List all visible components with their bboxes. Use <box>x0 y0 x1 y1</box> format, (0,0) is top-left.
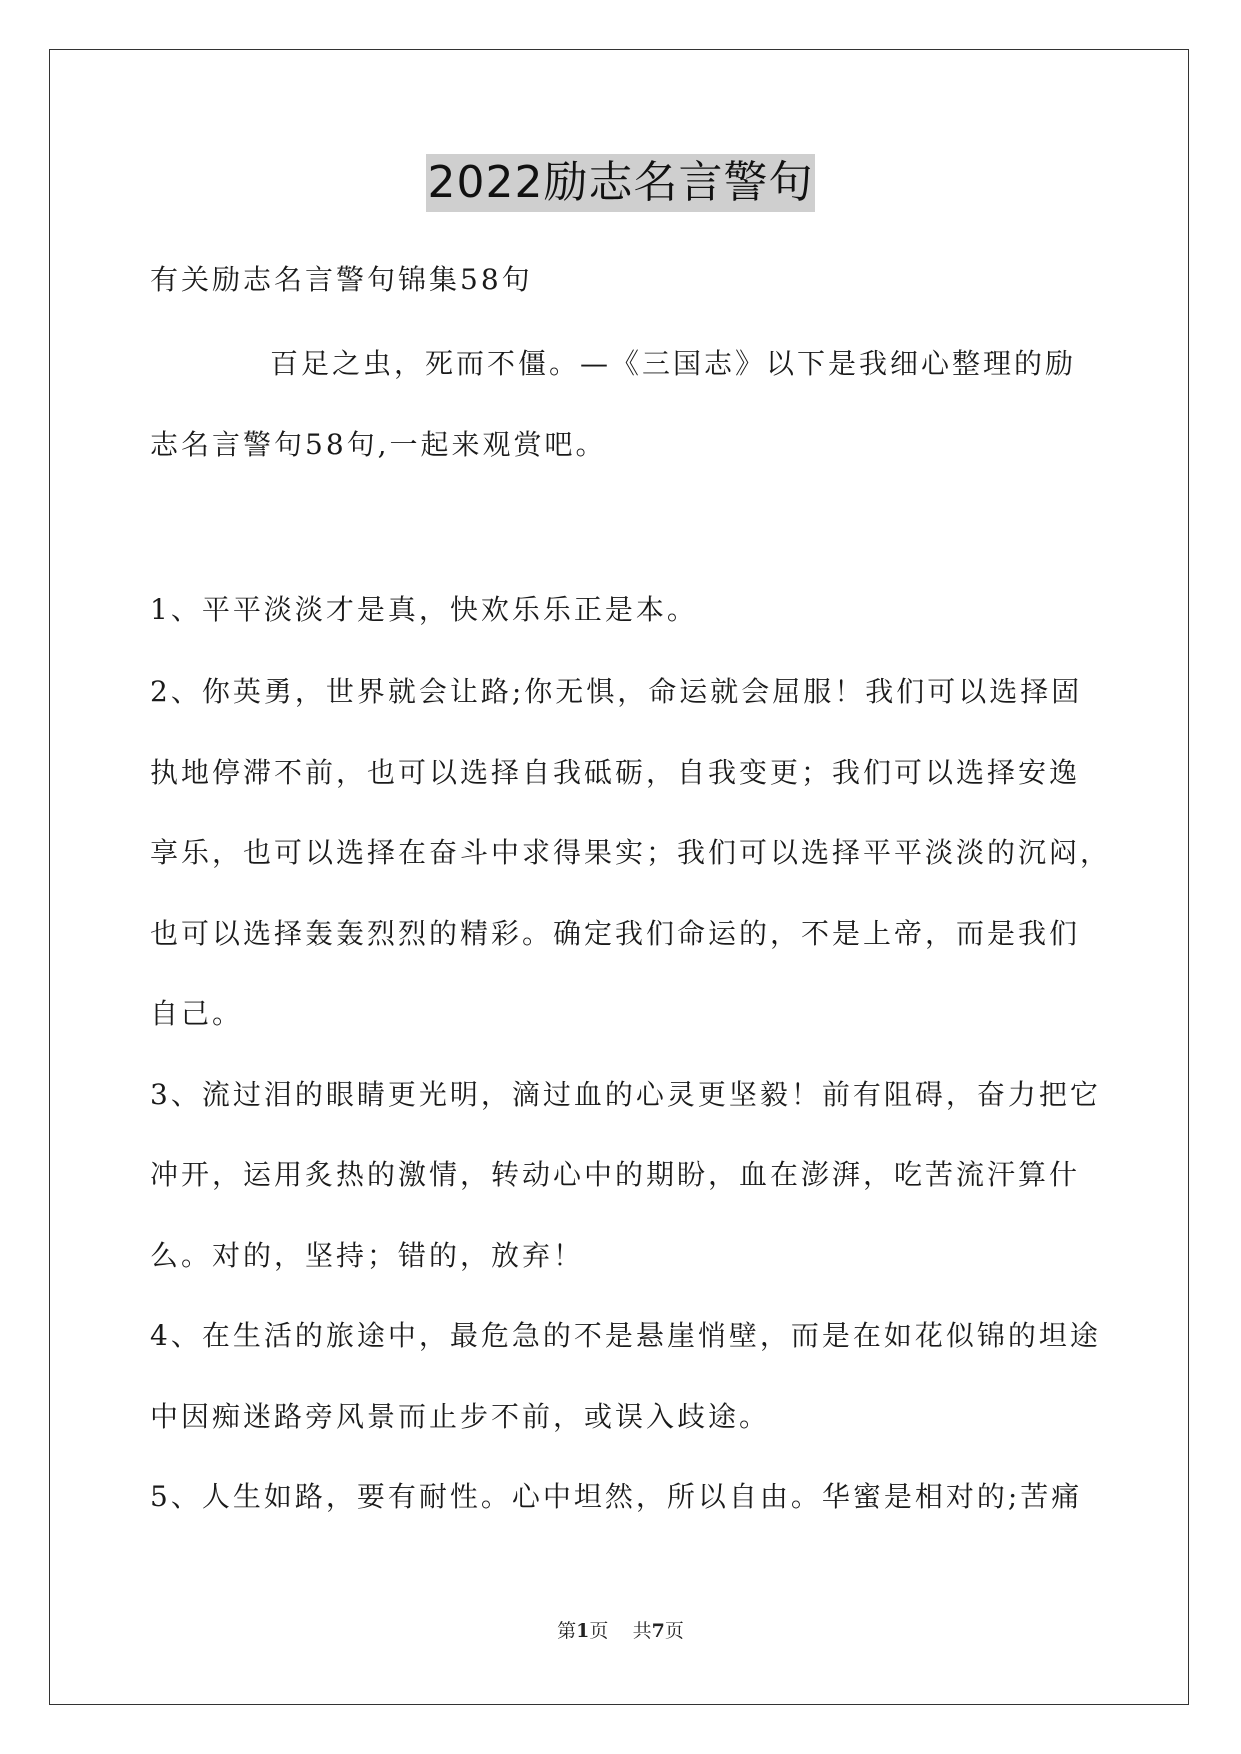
item-line: 4、在生活的旅途中，最危急的不是悬崖悄壁，而是在如花似锦的坦途 <box>150 1319 1101 1352</box>
item-line: 也可以选择轰轰烈烈的精彩。确定我们命运的，不是上帝，而是我们 <box>150 917 1081 950</box>
intro-line: 志名言警句58句,一起来观赏吧。 <box>150 428 607 461</box>
intro-line: 百足之虫，死而不僵。—《三国志》以下是我细心整理的励 <box>270 347 1077 380</box>
item-line: 自己。 <box>150 997 244 1030</box>
total-pages: 7 <box>651 1620 665 1642</box>
item-line: 1、平平淡淡才是真，快欢乐乐正是本。 <box>150 593 698 626</box>
item-line: 5、人生如路，要有耐性。心中坦然，所以自由。华蜜是相对的;苦痛 <box>150 1480 1083 1513</box>
page-prefix: 第 <box>557 1620 577 1642</box>
page-number: 1 <box>576 1620 590 1642</box>
item-line: 3、流过泪的眼睛更光明，滴过血的心灵更坚毅！前有阻碍，奋力把它 <box>150 1078 1101 1111</box>
item-line: 中因痴迷路旁风景而止步不前，或误入歧途。 <box>150 1400 771 1433</box>
item-line: 么。对的，坚持；错的，放弃！ <box>150 1239 585 1272</box>
item-line: 执地停滞不前，也可以选择自我砥砺，自我变更；我们可以选择安逸 <box>150 756 1081 789</box>
item-line: 享乐，也可以选择在奋斗中求得果实；我们可以选择平平淡淡的沉闷， <box>150 836 1112 869</box>
document-title: 2022励志名言警句 <box>426 154 816 212</box>
total-suffix: 页 <box>664 1620 684 1642</box>
subtitle-line: 有关励志名言警句锦集58句 <box>150 263 533 296</box>
page-footer <box>0 1616 1241 1643</box>
total-prefix: 共 <box>632 1620 652 1642</box>
page-suffix: 页 <box>589 1620 609 1642</box>
title-container <box>0 154 1241 212</box>
item-line: 冲开，运用炙热的激情，转动心中的期盼，血在澎湃，吃苦流汗算什 <box>150 1158 1081 1191</box>
item-line: 2、你英勇，世界就会让路;你无惧，命运就会屈服！我们可以选择固 <box>150 675 1083 708</box>
